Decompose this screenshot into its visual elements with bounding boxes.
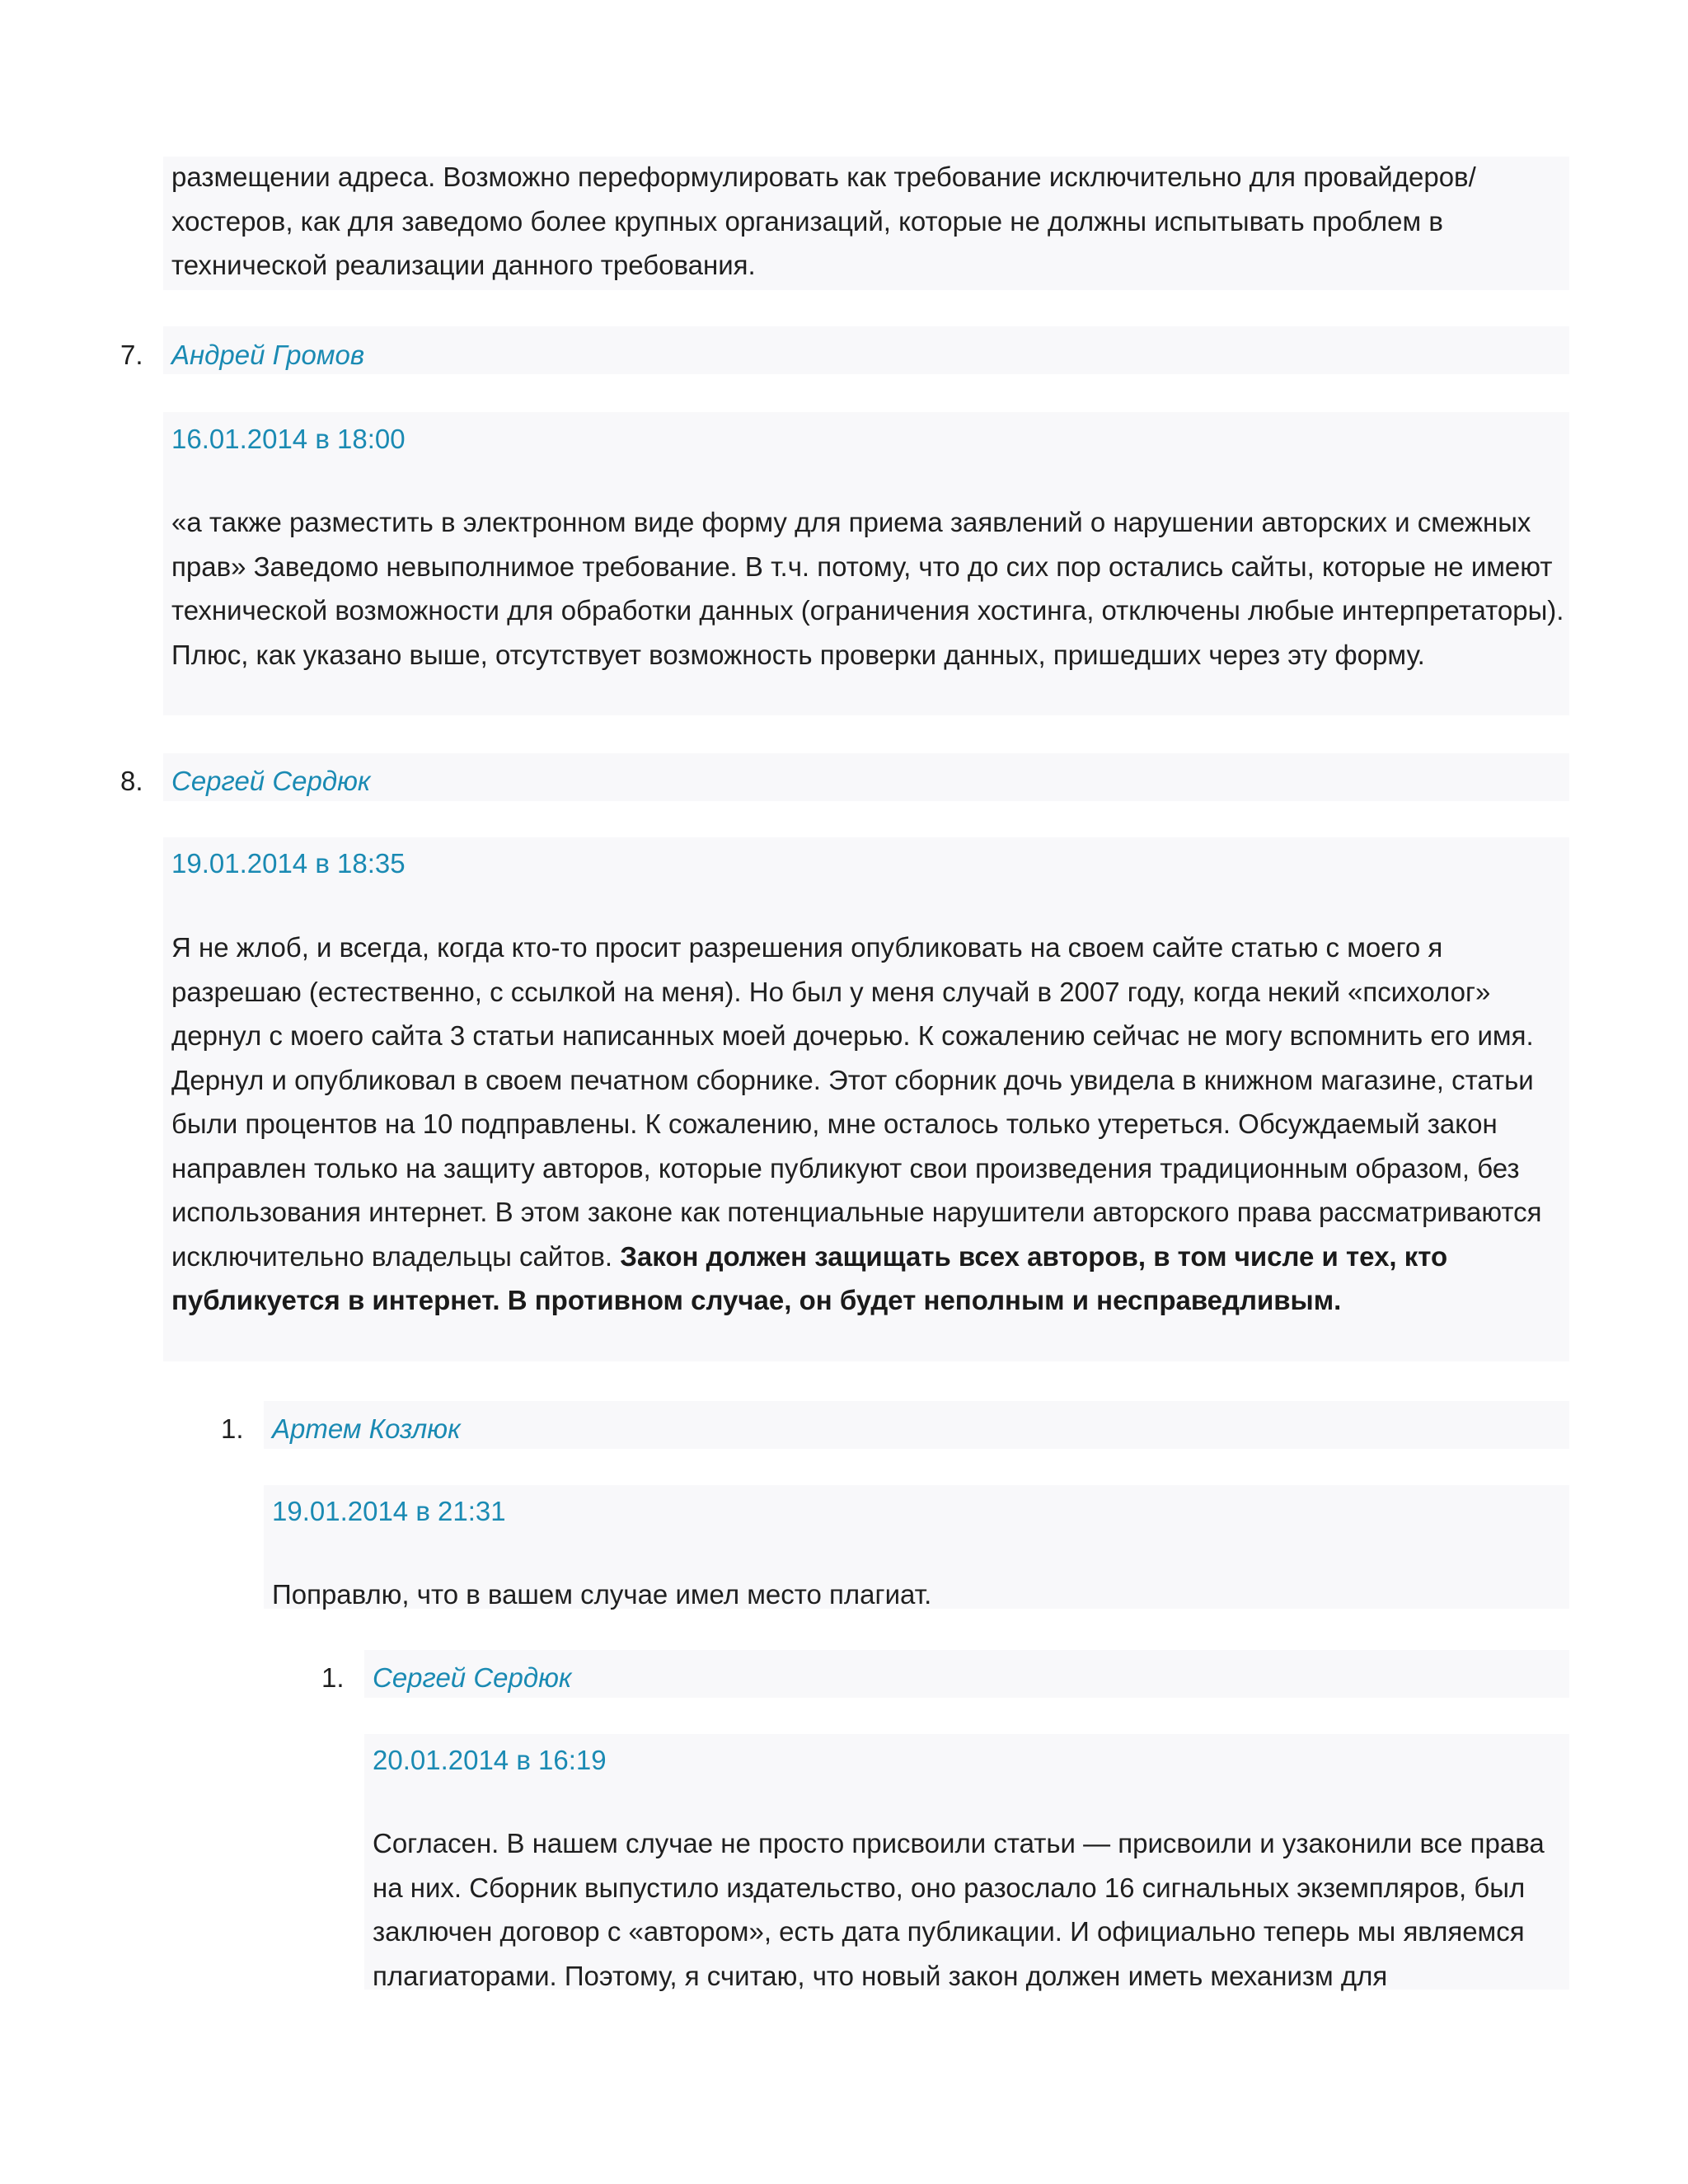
reply-text: Поправлю, что в вашем случае имел место плагиат. bbox=[272, 1579, 932, 1610]
comment-author-link[interactable]: Сергей Сердюк bbox=[171, 766, 371, 796]
comment-number: 8. bbox=[120, 766, 143, 796]
comment-text-regular: Я не жлоб, и всегда, когда кто-то просит разрешения опубликовать на своем сайте статью с моего я разрешаю (естественно, с ссылкой на меня). Но был у меня случай в 2007 году, когда некий «психолог» дернул с моего сайта 3 статьи написанных моей дочерью. К сожалению сейчас не могу вспомнить его имя. Дернул и опубликовал в своем печатном сборнике. Этот сборник дочь увидела в книжном магазине, статьи были процентов на 10 подправлены. К сожалению, мне осталось только утереться. Обсуждаемый закон направлен только на защиту авторов, которые публикуют свои произведения традиционным образом, без использования интернет. В этом законе как потенциальные нарушители авторского права рассматриваются исключительно владельцы сайтов. bbox=[171, 932, 1542, 1272]
comment-body-block bbox=[163, 157, 1569, 290]
comment-text bbox=[171, 926, 1564, 1323]
comment-body-block bbox=[163, 412, 1569, 715]
comment-text: «а также разместить в электронном виде форму для приема заявлений о нарушении авторских и смежных прав» Заведомо невыполнимое требование. В т.ч. потому, что до сих пор остались сайты, которые не имеют технической возможности для обработки данных (ограничения хостинга, отключены любые интерпретаторы). Плюс, как указано выше, отсутствует возможность проверки данных, пришедших через эту форму. bbox=[171, 507, 1564, 670]
reply-author-link[interactable]: Сергей Сердюк bbox=[373, 1662, 572, 1693]
comment-body-block bbox=[163, 837, 1569, 1361]
reply-header-block bbox=[364, 1650, 1569, 1698]
reply-author-link[interactable]: Артем Козлюк bbox=[272, 1413, 461, 1444]
reply-body-block bbox=[264, 1485, 1569, 1609]
reply-header-block bbox=[264, 1401, 1569, 1449]
comment-header-block bbox=[163, 326, 1569, 374]
comment-author-link[interactable]: Андрей Громов bbox=[171, 340, 365, 370]
comment-date-link[interactable]: 16.01.2014 в 18:00 bbox=[171, 424, 406, 454]
reply-date-link[interactable]: 19.01.2014 в 21:31 bbox=[272, 1496, 506, 1526]
comment-text: размещении адреса. Возможно переформулировать как требование исключительно для провайдеров/хостеров, как для заведомо более крупных организаций, которые не должны испытывать проблем в технической реализации данного требования. bbox=[171, 162, 1476, 280]
reply-number: 1. bbox=[321, 1662, 345, 1693]
comment-header-block bbox=[163, 753, 1569, 801]
reply-body-block bbox=[364, 1734, 1569, 1990]
comment-date-link[interactable]: 19.01.2014 в 18:35 bbox=[171, 848, 406, 879]
reply-date-link[interactable]: 20.01.2014 в 16:19 bbox=[373, 1745, 607, 1775]
comment-number: 7. bbox=[120, 340, 143, 370]
comment-text-bold: Закон должен защищать всех авторов, в том числе и тех, кто публикуется в интернет. В противном случае, он будет неполным и несправедливым. bbox=[171, 1240, 1448, 1315]
reply-text: Согласен. В нашем случае не просто присвоили статьи — присвоили и узаконили все права на них. Сборник выпустило издательство, оно разослало 16 сигнальных экземпляров, был заключен договор с «автором», есть дата публикации. И официально теперь мы являемся плагиаторами. Поэтому, я считаю, что новый закон должен иметь механизм для bbox=[373, 1828, 1545, 1991]
reply-number: 1. bbox=[221, 1413, 244, 1444]
